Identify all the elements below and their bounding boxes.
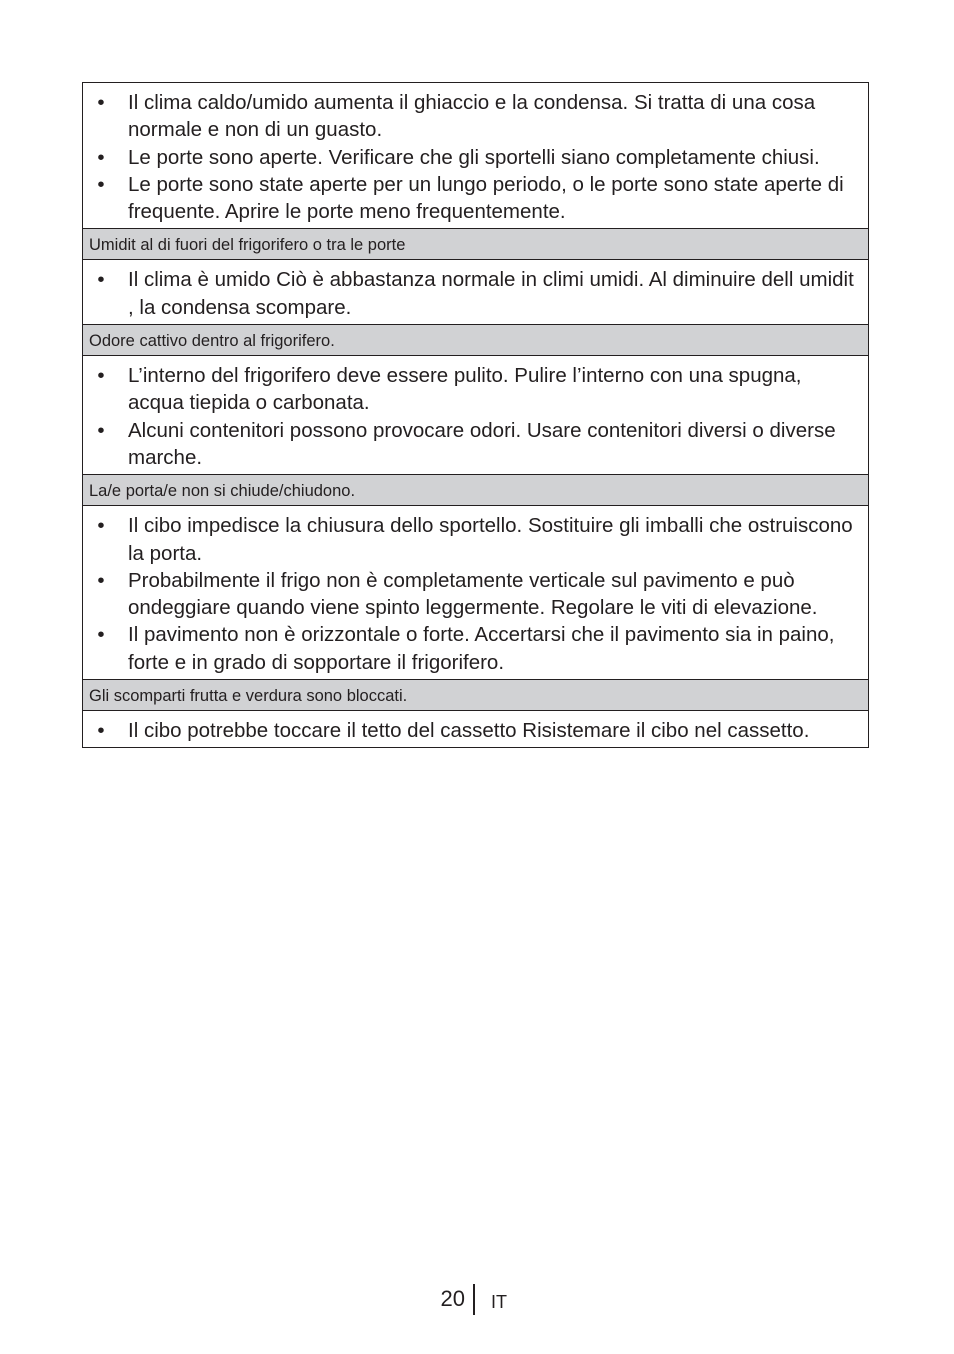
- troubleshooting-table: [82, 82, 869, 748]
- list-item: [89, 717, 862, 744]
- list-item: [89, 512, 862, 567]
- bullet-list: [89, 512, 862, 676]
- bullet-icon: •: [97, 514, 105, 538]
- list-item: [89, 266, 862, 321]
- list-item-text: Alcuni contenitori possono provocare odori. Usare contenitori diversi o diverse marche.: [128, 418, 836, 469]
- list-item: [89, 417, 862, 472]
- list-item: [89, 621, 862, 676]
- list-item: [89, 89, 862, 144]
- list-item-text: Le porte sono aperte. Verificare che gli sportelli siano completamente chiusi.: [128, 145, 820, 169]
- section-body-3: [83, 506, 868, 680]
- list-item-text: Il cibo impedisce la chiusura dello sportello. Sostituire gli imballi che ostruiscono la porta.: [128, 514, 853, 565]
- bullet-list: [89, 717, 862, 744]
- bullet-list: [89, 89, 862, 225]
- list-item-text: Il clima caldo/umido aumenta il ghiaccio e la condensa. Si tratta di una cosa normale e non di un guasto.: [128, 91, 816, 142]
- bullet-icon: •: [97, 268, 105, 292]
- bullet-list: [89, 362, 862, 471]
- bullet-icon: •: [97, 623, 105, 647]
- section-body-2: [83, 356, 868, 475]
- bullet-icon: •: [97, 568, 105, 592]
- section-body-0: [83, 83, 868, 229]
- section-heading: Odore cattivo dentro al frigorifero.: [83, 325, 868, 356]
- list-item-text: Il pavimento non è orizzontale o forte. Accertarsi che il pavimento sia in paino, forte e in grado di sopportare il frigorifero.: [128, 623, 835, 674]
- page-number: 20: [440, 1286, 465, 1311]
- list-item-text: Il cibo potrebbe toccare il tetto del cassetto Risistemare il cibo nel cassetto.: [128, 719, 810, 743]
- bullet-icon: •: [97, 418, 105, 442]
- list-item-text: Probabilmente il frigo non è completamente verticale sul pavimento e può ondeggiare quando viene spinto leggermente. Regolare le viti di elevazione.: [128, 568, 818, 620]
- language-code: IT: [491, 1292, 507, 1312]
- bullet-icon: •: [97, 91, 105, 114]
- section-body-4: [83, 711, 868, 747]
- bullet-icon: •: [97, 145, 105, 169]
- footer-divider: [473, 1284, 475, 1315]
- list-item: [89, 171, 862, 226]
- bullet-icon: •: [97, 719, 105, 743]
- bullet-icon: •: [97, 172, 105, 196]
- list-item-text: Il clima è umido Ciò è abbastanza normale in climi umidi. Al diminuire dell umidit , la condensa scompare.: [128, 268, 854, 319]
- section-heading: La/e porta/e non si chiude/chiudono.: [83, 475, 868, 506]
- list-item: [89, 362, 862, 417]
- list-item: [89, 567, 862, 622]
- list-item: [89, 144, 862, 171]
- list-item-text: L’interno del frigorifero deve essere pulito. Pulire l’interno con una spugna, acqua tiepida o carbonata.: [128, 364, 802, 415]
- bullet-icon: •: [97, 364, 105, 388]
- list-item-text: Le porte sono state aperte per un lungo periodo, o le porte sono state aperte di frequente. Aprire le porte meno frequentemente.: [128, 172, 844, 224]
- section-heading: Gli scomparti frutta e verdura sono bloccati.: [83, 680, 868, 711]
- page-footer: [0, 1284, 954, 1316]
- section-body-1: [83, 260, 868, 325]
- section-heading: Umidit al di fuori del frigorifero o tra le porte: [83, 229, 868, 260]
- bullet-list: [89, 266, 862, 321]
